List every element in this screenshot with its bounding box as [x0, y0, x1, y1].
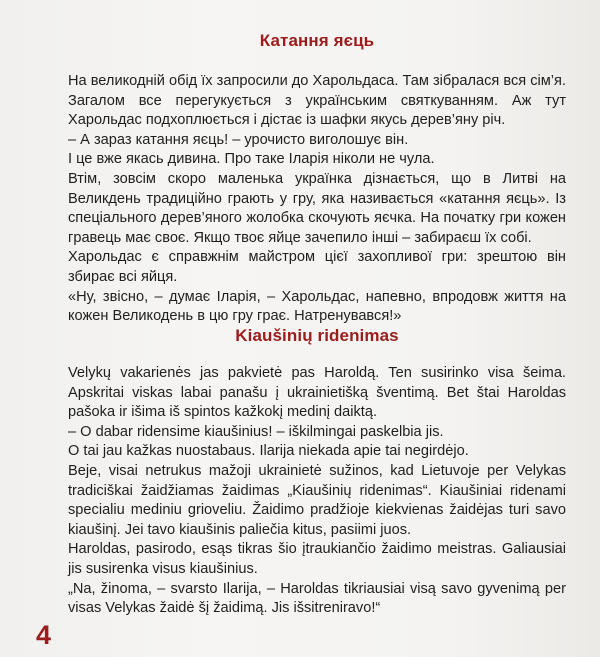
ukrainian-title: Катання яєць: [259, 31, 375, 50]
lithuanian-title: Kiaušinių ridenimas: [235, 326, 399, 345]
ukrainian-paragraph-4: Втім, зовсім скоро маленька українка дізнається, що в Литві на Великдень традиційно грають у гру, яка називається «катання яєць». Із спеціального дерев’яного жолобка скочують яєчка. На початку гри кожен гравець має своє. Якщо твоє яйце зачепило інші – забираєш їх собі.: [68, 170, 566, 246]
ukrainian-paragraph-5: Харольдас є справжнім майстром цієї захопливої гри: зрештою він збирає всі яйця.: [68, 249, 566, 285]
lithuanian-paragraph-5: Haroldas, pasirodo, esąs tikras šio įtraukiančio žaidimo meistras. Galiausiai jis susirenka visus kiaušinius.: [68, 541, 566, 577]
lithuanian-paragraph-4: Beje, visai netrukus mažoji ukrainietė sužinos, kad Lietuvoje per Velykas tradiciškai žaidžiamas žaidimas „Kiaušinių ridenimas“. Kiaušiniai ridenami specialiu mediniu grioveliu. Žaidimo pradžioje kiekvienas žaidėjas turi savo kiaušinį. Jei tavo kiaušinis paliečia kitus, pasiimi juos.: [68, 462, 566, 538]
lithuanian-body: [68, 364, 566, 619]
ukrainian-paragraph-2: – А зараз катання яєць! – урочисто виголошує він.: [68, 131, 409, 148]
lithuanian-paragraph-1: Velykų vakarienės jas pakvietė pas Haroldą. Ten susirinko visa šeima. Apskritai viskas labai panašu į ukrainietišką šventimą. Bet štai Haroldas pašoka ir išima iš spintos kažkokį medinį daiktą.: [68, 365, 566, 421]
ukrainian-paragraph-3: І це вже якась дивина. Про таке Іларія ніколи не чула.: [68, 151, 435, 168]
lithuanian-paragraph-6: „Na, žinoma, – svarsto Ilarija, – Haroldas tikriausiai visą savo gyvenimą per visas Velykas žaidė šį žaidimą. Jis išsitreniravo!“: [68, 580, 566, 617]
lithuanian-paragraph-2: – O dabar ridensime kiaušinius! – iškilmingai paskelbia jis.: [68, 423, 444, 440]
ukrainian-paragraph-6: «Ну, звісно, – думає Іларія, – Харольдас, напевно, впродовж життя на кожен Великодень в цю гру грає. Натренувався!»: [68, 288, 566, 325]
lithuanian-paragraph-3: O tai jau kažkas nuostabaus. Ilarija niekada apie tai negirdėjo.: [68, 443, 469, 460]
ukrainian-body: [68, 72, 566, 327]
page-number: 4: [36, 620, 52, 650]
ukrainian-paragraph-1: На великодній обід їх запросили до Харольдаса. Там зібралася вся сім’я. Загалом все перегукується з українським святкуванням. Аж тут Харольдас подхоплюється і дістає із шафки якусь дерев’яну річ.: [68, 73, 566, 129]
